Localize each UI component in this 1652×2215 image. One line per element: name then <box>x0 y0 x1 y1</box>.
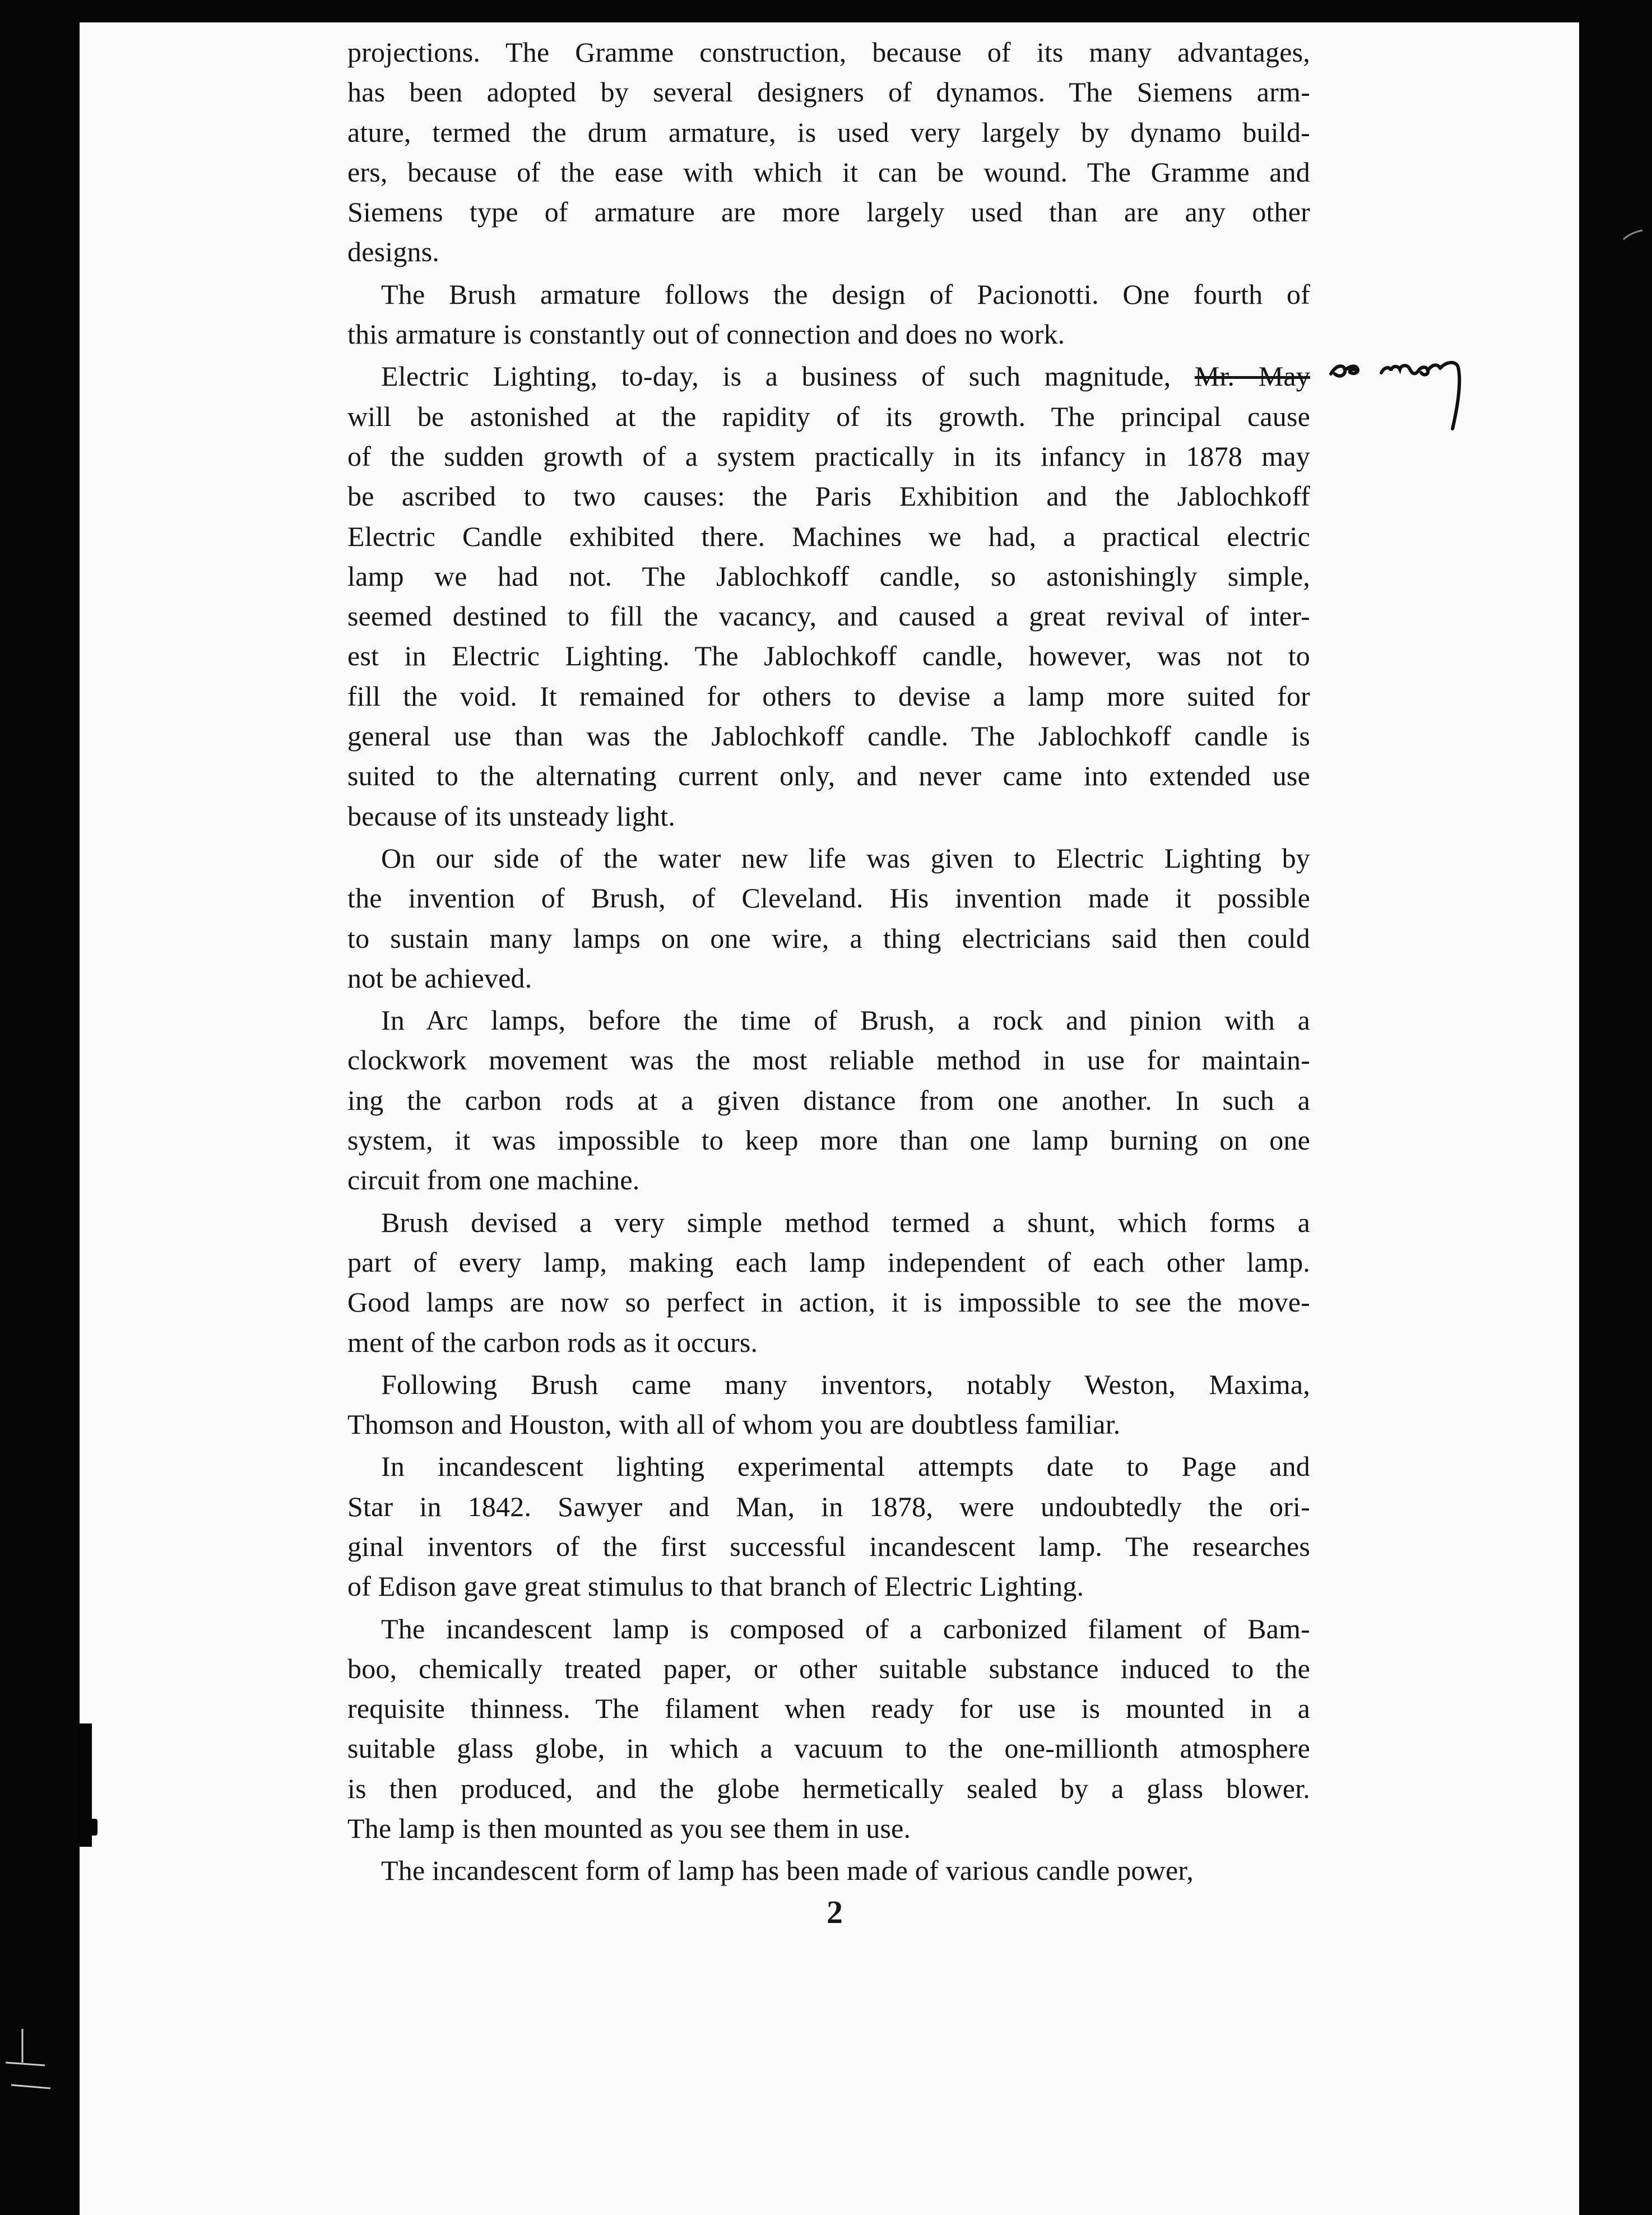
scan-border-left <box>0 0 80 2215</box>
text-line: Siemens type of armature are more largely used than are any other <box>347 196 1310 228</box>
text-line: clockwork movement was the most reliable method in use for maintain- <box>347 1044 1310 1076</box>
text-line: seemed destined to fill the vacancy, and caused a great revival of inter- <box>347 600 1310 632</box>
paragraph <box>347 1365 1310 1445</box>
text-line: part of every lamp, making each lamp independent of each other lamp. <box>347 1246 1310 1278</box>
text-line: the invention of Brush, of Cleveland. His invention made it possible <box>347 882 1310 914</box>
text-line: ing the carbon rods at a given distance from one another. In such a <box>347 1084 1310 1116</box>
text-line: not be achieved. <box>347 962 532 994</box>
text-line: Brush devised a very simple method termed a shunt, which forms a <box>381 1206 1310 1238</box>
text-line: because of its unsteady light. <box>347 800 676 832</box>
text-line: be ascribed to two causes: the Paris Exhibition and the Jablochkoff <box>347 480 1310 512</box>
scan-border-right <box>1579 0 1652 2215</box>
handwritten-margin-note <box>1328 339 1485 434</box>
scan-border-top <box>0 0 1652 22</box>
margin-note-text: we may <box>1328 339 1330 340</box>
text-line: The incandescent form of lamp has been made of various candle power, <box>381 1855 1194 1887</box>
paragraph <box>347 33 1310 272</box>
text-line: designs. <box>347 236 440 268</box>
text-line: Thomson and Houston, with all of whom you are doubtless familiar. <box>347 1408 1121 1440</box>
text-line: boo, chemically treated paper, or other suitable substance induced to the <box>347 1652 1310 1684</box>
text-line: Electric Candle exhibited there. Machines we had, a practical electric <box>347 520 1310 552</box>
text-line: suitable glass globe, in which a vacuum to the one-millionth atmosphere <box>347 1732 1310 1764</box>
text-line: has been adopted by several designers of dynamos. The Siemens arm- <box>347 76 1310 108</box>
text-line: is then produced, and the globe hermetically sealed by a glass blower. <box>347 1772 1310 1804</box>
text-line: The incandescent lamp is composed of a carbonized filament of Bam- <box>381 1612 1310 1644</box>
text-line: of the sudden growth of a system practically in its infancy in 1878 may <box>347 440 1310 472</box>
text-line: Electric Lighting, to-day, is a business of such magnitude, Mr. May <box>381 360 1310 392</box>
text-line: On our side of the water new life was given to Electric Lighting by <box>381 842 1310 874</box>
struck-text: Mr. May <box>1194 360 1310 392</box>
paragraph <box>347 1851 1310 1890</box>
scan-tick-marks <box>0 2018 80 2130</box>
text-line: this armature is constantly out of connection and does no work. <box>347 318 1065 350</box>
paragraph <box>347 356 1310 836</box>
text-line: est in Electric Lighting. The Jablochkoff candle, however, was not to <box>347 640 1310 672</box>
text-line: requisite thinness. The filament when ready for use is mounted in a <box>347 1693 1310 1725</box>
text-line: general use than was the Jablochkoff candle. The Jablochkoff candle is <box>347 720 1310 752</box>
text-line: Star in 1842. Sawyer and Man, in 1878, were undoubtedly the ori- <box>347 1490 1310 1522</box>
text-line: In Arc lamps, before the time of Brush, a rock and pinion with a <box>381 1004 1310 1036</box>
text-line: ment of the carbon rods as it occurs. <box>347 1326 758 1358</box>
text-line: Following Brush came many inventors, notably Weston, Maxima, <box>381 1368 1310 1400</box>
paragraph <box>347 1447 1310 1606</box>
text-line: The Brush armature follows the design of Pacionotti. One fourth of <box>381 278 1310 310</box>
text-line: ginal inventors of the first successful incandescent lamp. The researches <box>347 1530 1310 1562</box>
text-line: fill the void. It remained for others to devise a lamp more suited for <box>347 680 1310 712</box>
paragraph <box>347 1000 1310 1200</box>
text-line: suited to the alternating current only, and never came into extended use <box>347 760 1310 792</box>
text-line: of Edison gave great stimulus to that branch of Electric Lighting. <box>347 1570 1084 1602</box>
text-line: circuit from one machine. <box>347 1164 640 1196</box>
text-line: In incandescent lighting experimental attempts date to Page and <box>381 1451 1310 1482</box>
paragraph <box>347 838 1310 998</box>
text-line: ature, termed the drum armature, is used very largely by dynamo build- <box>347 116 1310 148</box>
text-line: projections. The Gramme construction, because of its many advantages, <box>347 36 1310 68</box>
text-line: Good lamps are now so perfect in action, it is impossible to see the move- <box>347 1286 1310 1318</box>
paragraph <box>347 1203 1310 1363</box>
page-edge-mark-tab <box>80 1819 98 1836</box>
paragraph <box>347 275 1310 355</box>
body-text <box>347 33 1310 1893</box>
paragraph <box>347 1609 1310 1849</box>
text-line: to sustain many lamps on one wire, a thing electricians said then could <box>347 922 1310 954</box>
text-line: lamp we had not. The Jablochkoff candle, so astonishingly simple, <box>347 560 1310 592</box>
text-line: The lamp is then mounted as you see them in use. <box>347 1813 911 1845</box>
text-line: will be astonished at the rapidity of its growth. The principal cause <box>347 400 1310 432</box>
text-line: system, it was impossible to keep more than one lamp burning on one <box>347 1124 1310 1156</box>
page-number: 2 <box>827 1894 843 1930</box>
text-line: ers, because of the ease with which it can be wound. The Gramme and <box>347 156 1310 188</box>
margin-pen-mark <box>1622 227 1645 244</box>
